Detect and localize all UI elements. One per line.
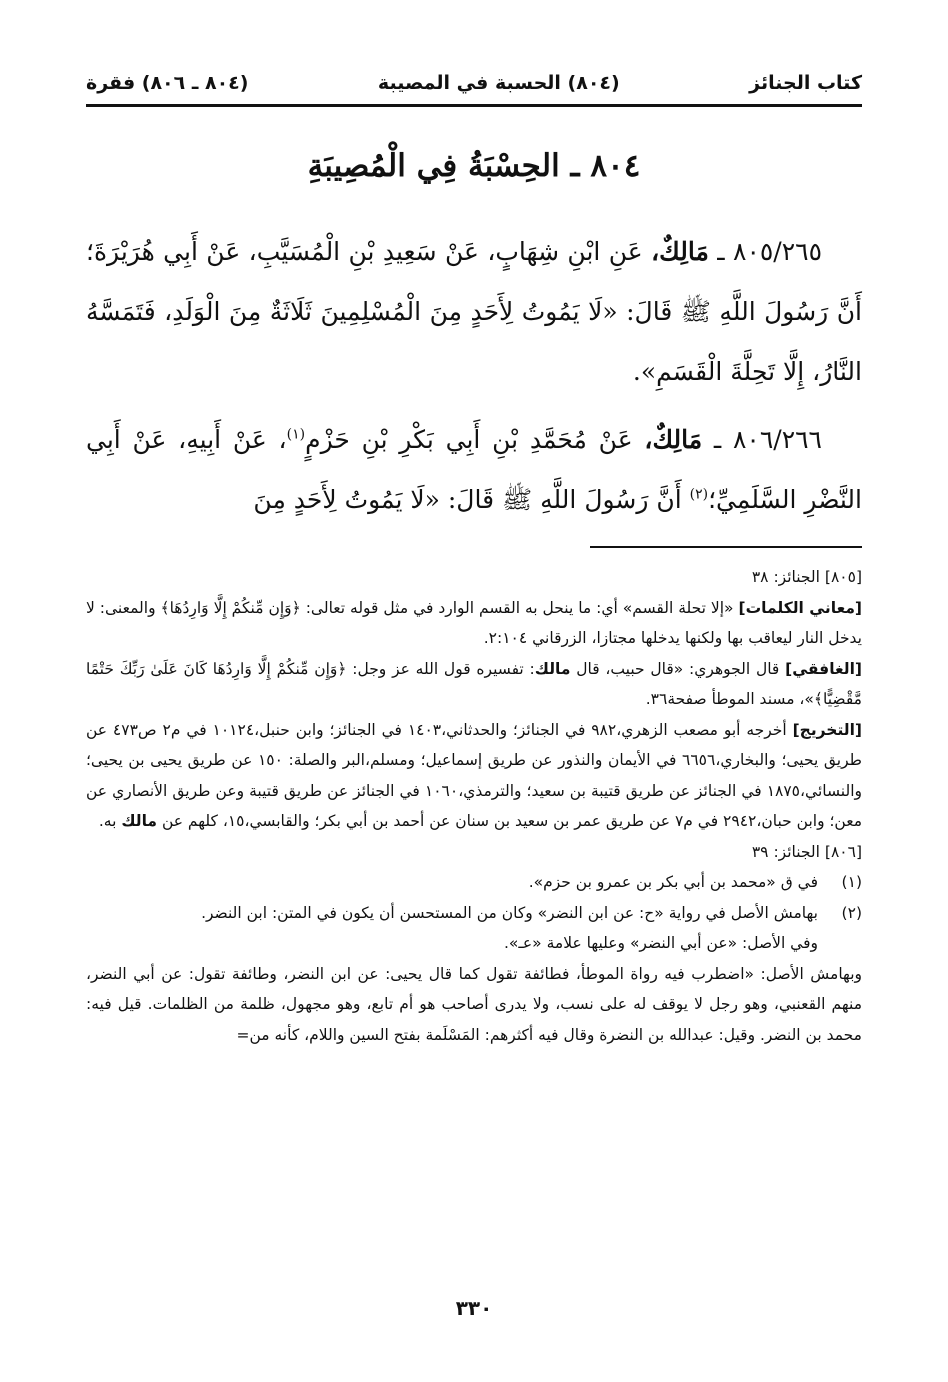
header-book-title: كتاب الجنائز [749,72,862,94]
quran-verse: ﴿وَإِن مِّنكُمْ إِلَّا وَارِدُهَا كَانَ عَلَىٰ رَبِّكَ حَتْمًا مَّقْضِيًّا﴾ [86,659,862,708]
hadith-number: ٨٠٥/٢٦٥ ـ [717,237,823,266]
footnote-ref-2[interactable]: (٢) [689,486,709,503]
takhrij-malik: مالك [121,812,158,830]
quran-verse: ﴿وَإِن مِّنكُمْ إِلَّا وَارِدُهَا﴾ [160,598,301,617]
takhrij-note [86,715,862,837]
hadith-number: ٨٠٦/٢٦٦ ـ [713,425,822,454]
maani-label: [معاني الكلمات] [738,598,863,617]
hadith-806 [86,410,862,530]
reference-806: [٨٠٦] الجنائز: ٣٩ [751,842,862,861]
main-text [86,222,862,538]
header-chapter-title: (٨٠٤) الحسبة في المصيبة [377,72,620,94]
footnote-text: بهامش الأصل في رواية «ح: عن ابن النضر» وكان من المستحسن أن يكون في المتن: ابن النضر. [201,903,818,922]
footnote-divider [590,546,862,548]
takhrij-label: [التخريج] [792,720,862,739]
footnote-number: (١) [841,873,862,891]
reference-805: [٨٠٥] الجنائز: ٣٨ [751,568,862,586]
maani-note [86,593,862,654]
hadith-text-part: ، عَنْ أَبِيهِ، عَنْ أَبِي النَّضْرِ السَّلَمِيِّ؛ [86,425,862,514]
ghafiqi-malik: مالك [534,659,571,678]
chapter-title: ٨٠٤ ـ الحِسْبَةُ فِي الْمُصِيبَةِ [307,148,641,184]
footnote-1 [86,867,862,898]
takhrij-text: أخرجه أبو مصعب الزهري،٩٨٢ في الجنائز؛ والحدثاني،١٤٠٣ في الجنائز؛ وابن حنبل،١٠١٢٤ في م٢ ص٤٧٣ عن طريق يحيى؛ والبخاري،٦٦٥٦ في الأيمان والنذور عن طريق إسماعيل؛ ومسلم،البر والصلة: ١٥٠ عن طريق يحيى بن يحيى؛ والنسائي،١٨٧٥ في الجنائز عن طريق قتيبة بن سعيد؛ والترمذي،١٠٦٠ في الجنائز عن طريق قتيبة وعن طريق الأنصاري عن معن؛ وابن حبان،٢٩٤٢ في م٧ عن طريق عمر بن سعيد بن سنان عن أحمد بن أبي بكر؛ والقابسي،١٥، كلهم عن [86,720,863,830]
header-paragraph-range: (٨٠٤ ـ ٨٠٦) فقرة [86,72,249,94]
hadith-805 [86,222,862,402]
header-divider [86,104,862,107]
footnote-number: (٢) [841,903,862,922]
ghafiqi-note [86,654,862,715]
hadith-text: عَنِ ابْنِ شِهَابٍ، عَنْ سَعِيدِ بْنِ الْمُسَيَّبِ، عَنْ أَبِي هُرَيْرَةَ؛ أَنَّ رَسُولَ اللَّهِ ﷺ قَالَ: «لَا يَمُوتُ لِأَحَدٍ مِنَ الْمُسْلِمِينَ ثَلَاثَةٌ مِنَ الْوَلَدِ، فَتَمَسَّهُ النَّارُ، إِلَّا تَحِلَّةَ الْقَسَمِ». [86,237,862,386]
page-number: ٣٣٠ [455,1296,493,1320]
hadith-text-part: عَنْ مُحَمَّدِ بْنِ أَبِي بَكْرِ بْنِ حَزْمٍ [305,425,633,454]
maani-text-2: والمعنى: لا يدخل النار ليعاقب بها ولكنها يدخلها مجتازا، الزرقاني ٢:١٠٤. [86,598,862,647]
ghafiqi-text-2: : تفسيره قول الله عز وجل: [346,659,535,678]
running-header [86,66,862,100]
footnote-ref-1[interactable]: (١) [286,426,306,443]
footnote-2-paragraph: وبهامش الأصل: «اضطرب فيه رواة الموطأ، فطائفة تقول كما قال يحيى: عن ابن النضر، وطائفة تقول: عن أبي النضر، منهم القعنبي، وهو رجل لا يوقف له على نسب، ولا يدرى أصاحب هو أم تابع، وهو مجهول، ظلمة من الظلمات. قيل فيه: محمد بن النضر. وقيل: عبدالله بن النضرة وقال فيه أكثرهم: المَسْلَمة بفتح السين واللام، كأنه من= [86,964,862,1044]
hadith-narrator: مَالِكٌ، [651,237,709,266]
takhrij-end: به. [98,812,122,830]
footnote-2-paragraph: وفي الأصل: «عن أبي النضر» وعليها علامة «عـ». [503,934,818,952]
maani-text: «إلا تحلة القسم» أي: ما ينحل به القسم الوارد في مثل قوله تعالى: [305,598,739,617]
hadith-narrator: مَالِكٌ، [644,425,703,454]
footnote-text: في ق «محمد بن أبي بكر بن عمرو بن حزم». [528,873,818,891]
footnotes [86,562,862,1050]
hadith-text-part: أَنَّ رَسُولَ اللَّهِ ﷺ قَالَ: «لَا يَمُوتُ لِأَحَدٍ مِنَ [253,485,690,514]
ghafiqi-label: [الغافقي] [785,659,862,678]
ghafiqi-text: قال الجوهري: «قال حبيب، قال [570,659,786,678]
ghafiqi-text-3: »، مسند الموطأ صفحة٣٦. [645,690,814,708]
footnote-2 [86,898,862,929]
